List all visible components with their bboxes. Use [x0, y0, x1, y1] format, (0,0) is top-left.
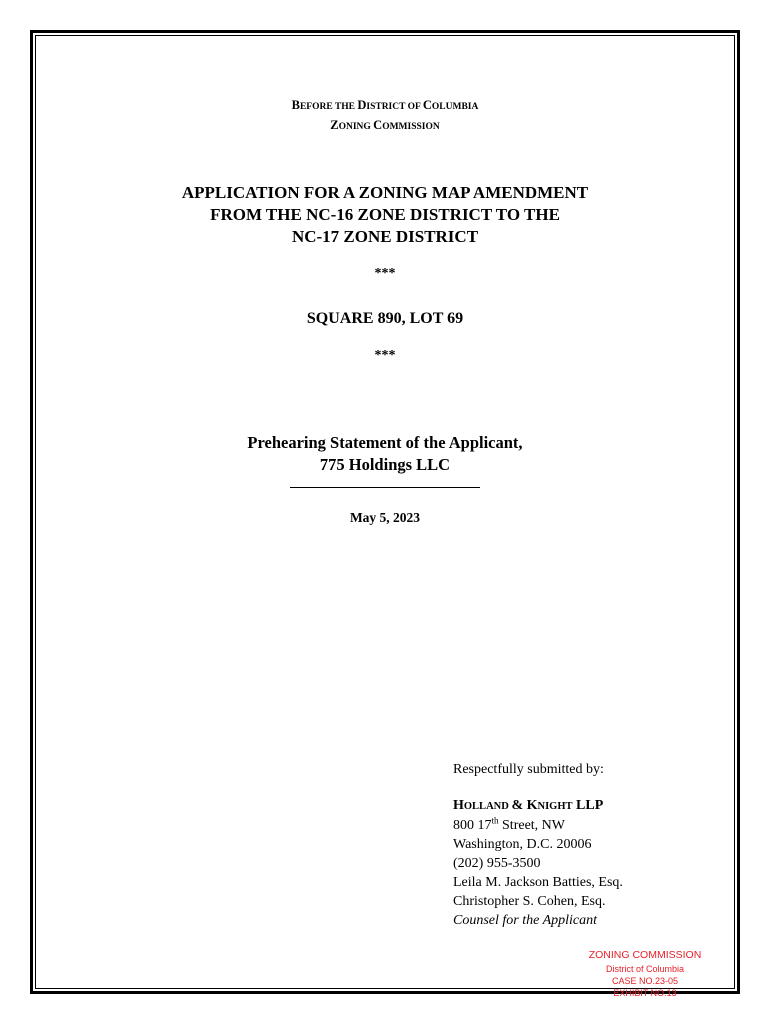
stamp-line2: District of Columbia — [605, 964, 685, 974]
document-title — [35, 182, 735, 248]
square-lot: SQUARE 890, LOT 69 — [306, 310, 464, 327]
court-header-line2: ZONING COMMISSION — [330, 118, 440, 132]
submission-block — [453, 760, 623, 930]
counsel-role: Counsel for the Applicant — [453, 913, 598, 928]
court-header — [35, 96, 735, 136]
stamp-line4: EXHIBIT NO.13 — [613, 988, 677, 998]
submission-intro: Respectfully submitted by: — [453, 762, 604, 777]
separator-stars-2: *** — [374, 348, 396, 363]
exhibit-stamp — [560, 948, 730, 999]
title-line2: FROM THE NC-16 ZONE DISTRICT TO THE — [210, 205, 560, 224]
title-line1: APPLICATION FOR A ZONING MAP AMENDMENT — [181, 183, 589, 202]
stamp-line3: CASE NO.23-05 — [611, 976, 679, 986]
statement-heading — [35, 432, 735, 476]
separator-stars-1: *** — [374, 266, 396, 281]
signature-rule — [290, 487, 480, 488]
title-line3: NC-17 ZONE DISTRICT — [291, 227, 479, 246]
attorney-1: Leila M. Jackson Batties, Esq. — [453, 875, 623, 890]
attorney-2: Christopher S. Cohen, Esq. — [453, 894, 606, 909]
stamp-line1: ZONING COMMISSION — [588, 949, 702, 961]
statement-line2: 775 Holdings LLC — [319, 455, 451, 474]
address-line1: 800 17th Street, NW — [453, 815, 565, 833]
statement-line1: Prehearing Statement of the Applicant, — [247, 433, 523, 452]
firm-name: HOLLAND & KNIGHT LLP — [453, 798, 604, 813]
court-header-line1: BEFORE THE DISTRICT OF COLUMBIA — [291, 98, 479, 112]
document-date: May 5, 2023 — [349, 510, 421, 525]
address-line2: Washington, D.C. 20006 — [453, 837, 592, 852]
phone-number: (202) 955-3500 — [453, 856, 541, 871]
